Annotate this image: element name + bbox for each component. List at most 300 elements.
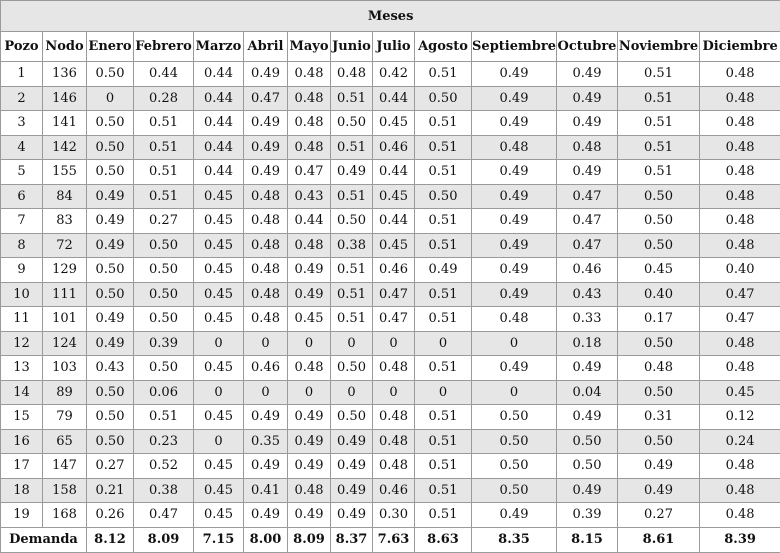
table-cell: 0.49 (331, 160, 373, 185)
table-cell: 142 (43, 135, 87, 160)
table-cell: 0.48 (472, 307, 557, 332)
table-cell: 0.51 (331, 135, 373, 160)
table-cell: 0.49 (557, 356, 618, 381)
table-cell: 0.50 (134, 307, 194, 332)
column-header: Abril (244, 32, 288, 62)
table-cell: 0 (288, 331, 331, 356)
table-row (1, 184, 780, 209)
table-cell: 0.49 (472, 62, 557, 87)
column-header: Enero (87, 32, 134, 62)
table-cell: 0.48 (244, 233, 288, 258)
table-cell: 0.45 (700, 380, 780, 405)
table-cell: 0.49 (472, 258, 557, 283)
table-cell: 103 (43, 356, 87, 381)
table-cell: 0 (472, 331, 557, 356)
table-cell: 0.51 (618, 86, 700, 111)
table-cell: 0 (194, 380, 244, 405)
table-cell: 0.50 (87, 429, 134, 454)
table-cell: 0.48 (373, 454, 415, 479)
table-row (1, 86, 780, 111)
table-cell: 0.50 (331, 111, 373, 136)
table-cell: 146 (43, 86, 87, 111)
table-cell: 0.47 (557, 184, 618, 209)
table-cell: 0.44 (194, 135, 244, 160)
table-cell: 0.50 (557, 429, 618, 454)
table-cell: 0.18 (557, 331, 618, 356)
table-cell: 0.46 (557, 258, 618, 283)
table-cell: 0.50 (331, 209, 373, 234)
table-title: Meses (1, 1, 780, 32)
table-cell: 0.44 (288, 209, 331, 234)
table-cell: 0 (244, 331, 288, 356)
table-cell: 0.48 (472, 135, 557, 160)
table-cell: 0.50 (134, 282, 194, 307)
table-row (1, 478, 780, 503)
table-cell: 0.49 (557, 111, 618, 136)
table-cell: 141 (43, 111, 87, 136)
table-cell: 0.51 (415, 503, 472, 528)
table-cell: 0.51 (134, 405, 194, 430)
table-cell: 0.17 (618, 307, 700, 332)
table-cell: 0.35 (244, 429, 288, 454)
table-cell: 0.28 (134, 86, 194, 111)
table-cell: 0.49 (472, 86, 557, 111)
table-cell: 0.51 (415, 233, 472, 258)
table-cell: 0.50 (87, 160, 134, 185)
table-cell: 0.49 (472, 282, 557, 307)
table-cell: 0.26 (87, 503, 134, 528)
table-cell: 0.50 (415, 86, 472, 111)
table-cell: 12 (1, 331, 43, 356)
table-cell: 0.49 (331, 429, 373, 454)
table-cell: 0.48 (373, 405, 415, 430)
table-cell: 0.50 (415, 184, 472, 209)
table-cell: 0.45 (373, 111, 415, 136)
table-cell: 147 (43, 454, 87, 479)
table-cell: 0 (194, 331, 244, 356)
table-cell: 0.45 (194, 405, 244, 430)
table-cell: 0.44 (194, 160, 244, 185)
table-cell: 0.47 (373, 282, 415, 307)
table-cell: 0.49 (618, 478, 700, 503)
table-cell: 0.45 (194, 258, 244, 283)
total-label: Demanda (1, 527, 87, 552)
total-cell: 8.35 (472, 527, 557, 552)
table-cell: 0.43 (87, 356, 134, 381)
table-cell: 0.49 (557, 478, 618, 503)
table-cell: 0.50 (134, 233, 194, 258)
table-cell: 0 (373, 380, 415, 405)
table-cell: 0.40 (618, 282, 700, 307)
total-cell: 8.12 (87, 527, 134, 552)
table-cell: 0.49 (288, 429, 331, 454)
table-cell: 155 (43, 160, 87, 185)
table-cell: 0.47 (373, 307, 415, 332)
column-header: Noviembre (618, 32, 700, 62)
table-cell: 0.49 (557, 160, 618, 185)
table-cell: 0.48 (373, 356, 415, 381)
table-cell: 0.49 (557, 405, 618, 430)
total-cell: 8.39 (700, 527, 780, 552)
table-cell: 0.48 (244, 184, 288, 209)
table-cell: 0.48 (700, 160, 780, 185)
table-cell: 0.51 (331, 258, 373, 283)
table-row (1, 258, 780, 283)
table-cell: 0.45 (373, 184, 415, 209)
table-cell: 0.48 (618, 356, 700, 381)
total-cell: 8.61 (618, 527, 700, 552)
table-cell: 0.27 (618, 503, 700, 528)
table-cell: 0.51 (415, 135, 472, 160)
table-cell: 0.27 (134, 209, 194, 234)
table-cell: 0.44 (194, 111, 244, 136)
table-cell: 0.49 (331, 454, 373, 479)
table-cell: 0.51 (331, 307, 373, 332)
table-cell: 8 (1, 233, 43, 258)
column-header: Octubre (557, 32, 618, 62)
table-cell: 0.51 (415, 478, 472, 503)
table-cell: 0.50 (618, 429, 700, 454)
table-cell: 1 (1, 62, 43, 87)
total-cell: 8.09 (288, 527, 331, 552)
table-cell: 0.51 (415, 62, 472, 87)
table-cell: 0.48 (700, 503, 780, 528)
table-cell: 0 (373, 331, 415, 356)
table-row (1, 429, 780, 454)
table-row (1, 111, 780, 136)
table-cell: 0 (415, 331, 472, 356)
table-cell: 0.42 (373, 62, 415, 87)
table-cell: 136 (43, 62, 87, 87)
table-cell: 0.48 (288, 86, 331, 111)
table-row (1, 135, 780, 160)
table-cell: 0.04 (557, 380, 618, 405)
header-row (1, 32, 780, 62)
table-cell: 0.44 (373, 160, 415, 185)
table-cell: 0.45 (194, 454, 244, 479)
table-cell: 0.39 (557, 503, 618, 528)
table-cell: 0.48 (288, 233, 331, 258)
table-cell: 0.49 (288, 282, 331, 307)
table-cell: 0.51 (618, 135, 700, 160)
table-cell: 0.49 (618, 454, 700, 479)
table-cell: 5 (1, 160, 43, 185)
table-cell: 0.33 (557, 307, 618, 332)
table-cell: 0.47 (134, 503, 194, 528)
table-cell: 0.49 (244, 111, 288, 136)
table-cell: 0.51 (134, 111, 194, 136)
table-cell: 0.48 (700, 478, 780, 503)
table-cell: 72 (43, 233, 87, 258)
table-cell: 0.51 (331, 282, 373, 307)
column-header: Febrero (134, 32, 194, 62)
table-cell: 0.43 (288, 184, 331, 209)
table-row (1, 503, 780, 528)
table-cell: 19 (1, 503, 43, 528)
table-cell: 0.49 (244, 135, 288, 160)
table-cell: 0.50 (472, 429, 557, 454)
table-cell: 0.49 (557, 62, 618, 87)
table-cell: 65 (43, 429, 87, 454)
table-cell: 18 (1, 478, 43, 503)
column-header: Diciembre (700, 32, 780, 62)
table-cell: 0 (472, 380, 557, 405)
table-cell: 0.50 (618, 184, 700, 209)
total-cell: 7.15 (194, 527, 244, 552)
table-cell: 0.49 (472, 233, 557, 258)
table-cell: 158 (43, 478, 87, 503)
table-cell: 0.46 (373, 478, 415, 503)
table-cell: 0.50 (618, 233, 700, 258)
table-cell: 0.50 (472, 405, 557, 430)
table-cell: 124 (43, 331, 87, 356)
column-header: Julio (373, 32, 415, 62)
table-cell: 0.50 (472, 478, 557, 503)
table-cell: 0.51 (415, 160, 472, 185)
table-cell: 0.48 (244, 307, 288, 332)
table-cell: 0.51 (415, 454, 472, 479)
table-cell: 0.51 (415, 307, 472, 332)
table-row (1, 209, 780, 234)
column-header: Agosto (415, 32, 472, 62)
table-cell: 0.48 (700, 454, 780, 479)
table-cell: 11 (1, 307, 43, 332)
table-cell: 0.46 (244, 356, 288, 381)
table-cell: 0.51 (134, 135, 194, 160)
table-cell: 0.45 (194, 282, 244, 307)
table-cell: 0 (87, 86, 134, 111)
table-cell: 0.45 (373, 233, 415, 258)
table-cell: 0.50 (472, 454, 557, 479)
table-cell: 0.50 (331, 405, 373, 430)
table-cell: 129 (43, 258, 87, 283)
table-cell: 13 (1, 356, 43, 381)
table-cell: 0.45 (194, 503, 244, 528)
table-cell: 0.47 (557, 209, 618, 234)
table-cell: 0.49 (87, 307, 134, 332)
table-cell: 16 (1, 429, 43, 454)
title-row (1, 1, 780, 32)
table-cell: 0.51 (415, 282, 472, 307)
table-cell: 0.48 (700, 209, 780, 234)
table-cell: 0.48 (700, 331, 780, 356)
table-cell: 6 (1, 184, 43, 209)
table-cell: 0.50 (87, 282, 134, 307)
table-cell: 0.49 (87, 184, 134, 209)
table-cell: 0.49 (472, 209, 557, 234)
table-cell: 0 (331, 380, 373, 405)
table-cell: 0.45 (288, 307, 331, 332)
table-cell: 0.49 (288, 503, 331, 528)
table-cell: 0.50 (87, 380, 134, 405)
table-cell: 0.49 (331, 503, 373, 528)
table-cell: 0.51 (415, 209, 472, 234)
table-cell: 0.51 (618, 160, 700, 185)
table-cell: 0.47 (557, 233, 618, 258)
table-cell: 0.45 (194, 307, 244, 332)
table-cell: 0.49 (472, 111, 557, 136)
column-header: Junio (331, 32, 373, 62)
table-cell: 0.49 (244, 62, 288, 87)
table-cell: 0.44 (194, 86, 244, 111)
table-cell: 0.49 (244, 454, 288, 479)
table-cell: 0.48 (700, 62, 780, 87)
table-cell: 0.45 (618, 258, 700, 283)
total-cell: 7.63 (373, 527, 415, 552)
table-cell: 168 (43, 503, 87, 528)
table-cell: 0.49 (288, 405, 331, 430)
table-row (1, 356, 780, 381)
table-cell: 0.46 (373, 258, 415, 283)
table-cell: 89 (43, 380, 87, 405)
table-cell: 0.46 (373, 135, 415, 160)
column-header: Pozo (1, 32, 43, 62)
table-cell: 0.51 (331, 86, 373, 111)
table-cell: 0.48 (557, 135, 618, 160)
table-cell: 0.50 (87, 258, 134, 283)
table-row (1, 307, 780, 332)
total-cell: 8.00 (244, 527, 288, 552)
table-cell: 0 (331, 331, 373, 356)
table-cell: 0.49 (87, 209, 134, 234)
table-cell: 14 (1, 380, 43, 405)
table-cell: 111 (43, 282, 87, 307)
table-cell: 0.48 (244, 209, 288, 234)
table-cell: 0.48 (244, 258, 288, 283)
table-cell: 7 (1, 209, 43, 234)
total-cell: 8.15 (557, 527, 618, 552)
table-cell: 0.30 (373, 503, 415, 528)
table-cell: 0.50 (134, 356, 194, 381)
table-cell: 0.48 (331, 62, 373, 87)
table-cell: 0.48 (288, 135, 331, 160)
table-cell: 0.23 (134, 429, 194, 454)
table-cell: 10 (1, 282, 43, 307)
table-cell: 0.12 (700, 405, 780, 430)
table-body (1, 62, 780, 528)
table-row (1, 454, 780, 479)
table-row (1, 380, 780, 405)
table-cell: 0.43 (557, 282, 618, 307)
table-cell: 2 (1, 86, 43, 111)
table-cell: 0.48 (700, 233, 780, 258)
table-cell: 0.48 (373, 429, 415, 454)
table-cell: 0.48 (288, 356, 331, 381)
table-cell: 101 (43, 307, 87, 332)
total-cell: 8.09 (134, 527, 194, 552)
table-cell: 0.51 (415, 356, 472, 381)
table-cell: 84 (43, 184, 87, 209)
table-cell: 4 (1, 135, 43, 160)
table-cell: 0.27 (87, 454, 134, 479)
table-cell: 0.51 (618, 62, 700, 87)
table-cell: 0.50 (87, 62, 134, 87)
table-cell: 0.49 (472, 184, 557, 209)
table-cell: 0.45 (194, 184, 244, 209)
table-cell: 0.48 (700, 86, 780, 111)
table-cell: 0.50 (87, 135, 134, 160)
table-cell: 0.48 (700, 111, 780, 136)
total-cell: 8.63 (415, 527, 472, 552)
column-header: Mayo (288, 32, 331, 62)
table-cell: 0.49 (87, 233, 134, 258)
column-header: Marzo (194, 32, 244, 62)
table-row (1, 62, 780, 87)
table-cell: 9 (1, 258, 43, 283)
table-row (1, 233, 780, 258)
table-cell: 0.44 (373, 86, 415, 111)
table-cell: 0.48 (288, 478, 331, 503)
table-row (1, 331, 780, 356)
table-row (1, 160, 780, 185)
table-cell: 0.48 (288, 111, 331, 136)
table-cell: 0.48 (700, 184, 780, 209)
table-cell: 0.49 (472, 356, 557, 381)
table-cell: 0.49 (288, 258, 331, 283)
table-cell: 0.41 (244, 478, 288, 503)
table-cell: 0.38 (331, 233, 373, 258)
table-cell: 0.44 (194, 62, 244, 87)
table-cell: 17 (1, 454, 43, 479)
table-cell: 0.49 (244, 405, 288, 430)
table-cell: 0.49 (244, 160, 288, 185)
table-cell: 0.45 (194, 233, 244, 258)
table-cell: 0 (288, 380, 331, 405)
table-cell: 0.48 (700, 356, 780, 381)
table-cell: 0.38 (134, 478, 194, 503)
table-cell: 0.47 (700, 282, 780, 307)
table-cell: 0.21 (87, 478, 134, 503)
table-cell: 15 (1, 405, 43, 430)
table-cell: 83 (43, 209, 87, 234)
table-row (1, 405, 780, 430)
table-cell: 0.48 (288, 62, 331, 87)
total-cell: 8.37 (331, 527, 373, 552)
table-cell: 0.50 (331, 356, 373, 381)
table-cell: 0.51 (415, 429, 472, 454)
table-cell: 0.49 (288, 454, 331, 479)
table-cell: 0.51 (134, 160, 194, 185)
table-cell: 0.48 (244, 282, 288, 307)
table-cell: 0.45 (194, 478, 244, 503)
table-cell: 0.49 (472, 160, 557, 185)
table-cell: 0.45 (194, 209, 244, 234)
table-cell: 0.50 (618, 380, 700, 405)
table-cell: 0.24 (700, 429, 780, 454)
table-cell: 0.51 (134, 184, 194, 209)
table-cell: 0.48 (700, 135, 780, 160)
table-cell: 0.49 (244, 503, 288, 528)
table-cell: 0 (415, 380, 472, 405)
table-cell: 0.47 (700, 307, 780, 332)
table-cell: 0.49 (331, 478, 373, 503)
table-cell: 0.50 (618, 331, 700, 356)
table-cell: 0 (244, 380, 288, 405)
table-cell: 0.06 (134, 380, 194, 405)
table-row (1, 282, 780, 307)
table-cell: 0.51 (415, 111, 472, 136)
table-cell: 3 (1, 111, 43, 136)
table-cell: 0.40 (700, 258, 780, 283)
table-cell: 0.50 (557, 454, 618, 479)
table-cell: 0.51 (618, 111, 700, 136)
table-cell: 0.47 (244, 86, 288, 111)
table-cell: 0.47 (288, 160, 331, 185)
table-cell: 0.39 (134, 331, 194, 356)
table-cell: 0.50 (87, 111, 134, 136)
table-cell: 0.44 (134, 62, 194, 87)
table-cell: 0.51 (331, 184, 373, 209)
